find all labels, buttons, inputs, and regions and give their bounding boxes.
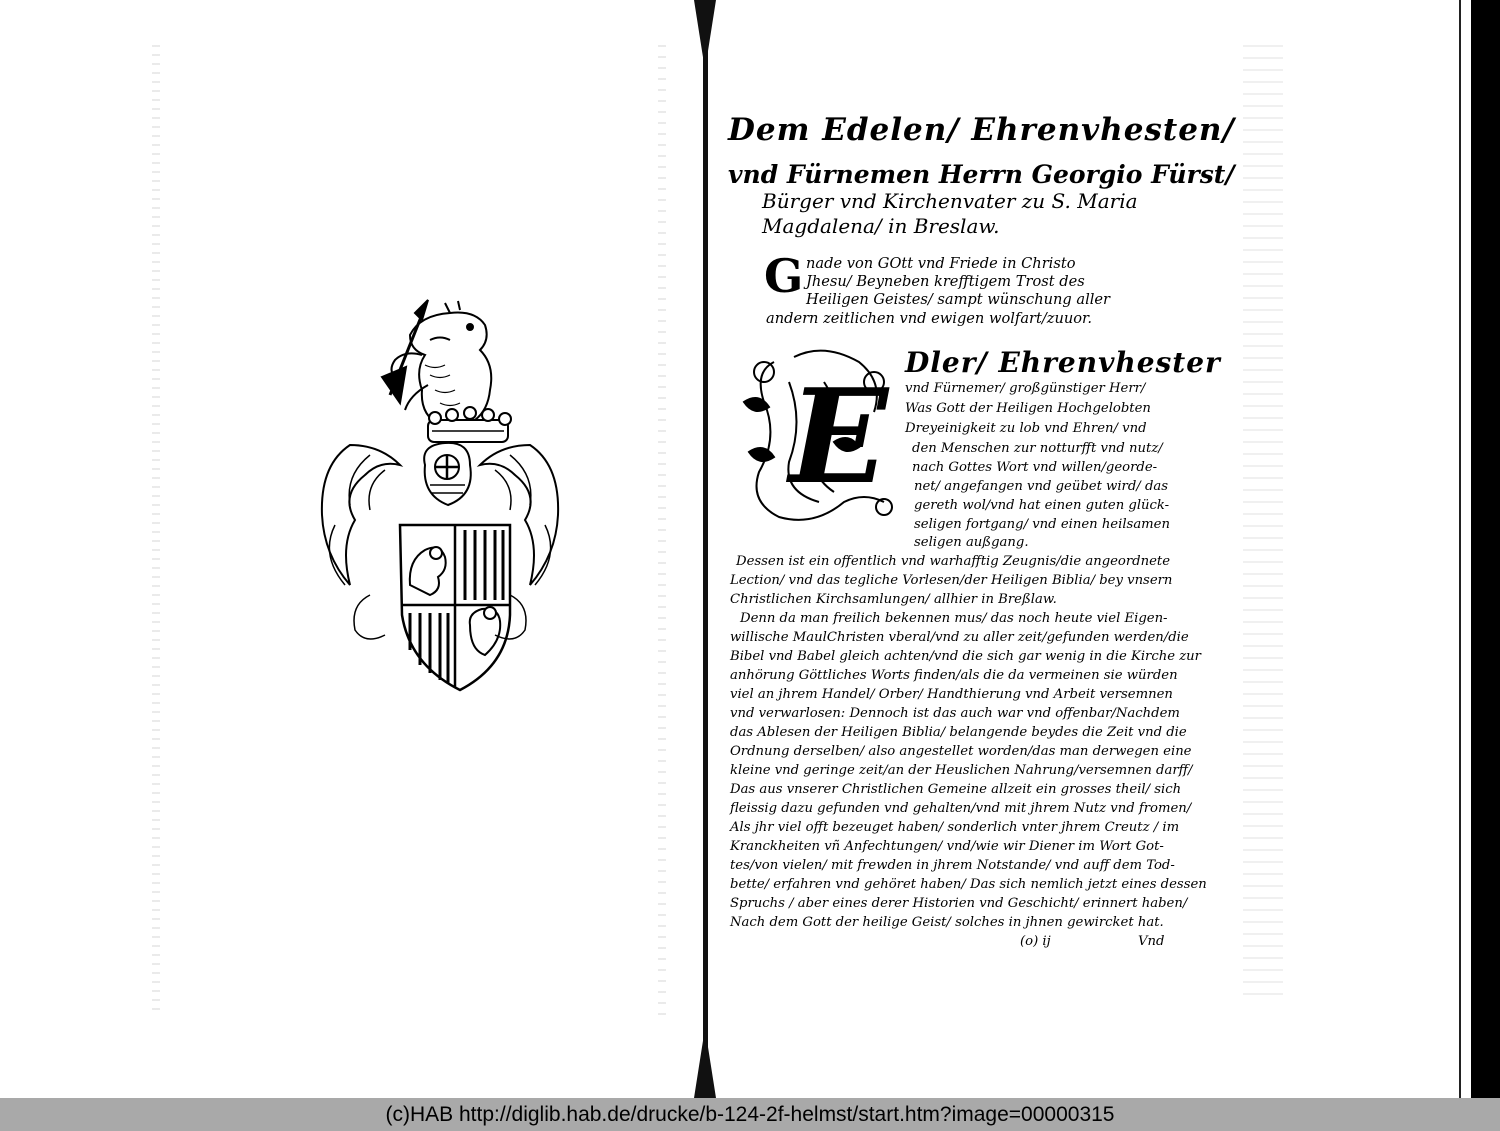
text-line: gereth wol/vnd hat einen guten glück-	[914, 498, 1170, 513]
coat-of-arms-illustration	[310, 295, 570, 695]
title-line-3: Bürger vnd Kirchenvater zu S. Maria	[762, 189, 1138, 213]
initial-letter: E	[789, 360, 889, 513]
text-line: Nach dem Gott der heilige Geist/ solches in jhnen gewircket hat.	[730, 915, 1164, 930]
footer-source-url: (c)HAB http://diglib.hab.de/drucke/b-124-2f-helmst/start.htm?image=00000315	[385, 1103, 1115, 1126]
text-line: seligen fortgang/ vnd einen heilsamen	[914, 517, 1170, 532]
book-gutter	[703, 0, 708, 1098]
text-line: das Ablesen der Heiligen Biblia/ belangende beydes die Zeit vnd die	[730, 725, 1187, 740]
scan-noise	[152, 45, 160, 1015]
text-line: Lection/ vnd das tegliche Vorlesen/der Heiligen Biblia/ bey vnsern	[730, 573, 1173, 588]
text-line: kleine vnd geringe zeit/an der Heuslichen Nahrung/versemnen darff/	[730, 763, 1193, 778]
text-line: Ordnung derselben/ also angestellet worden/das man derwegen eine	[730, 744, 1192, 759]
greeting-line: Heiligen Geistes/ sampt wünschung aller	[806, 291, 1111, 308]
title-line-1: Dem Edelen/ Ehrenvhesten/	[728, 112, 1235, 148]
scan-noise	[1243, 45, 1283, 995]
scan-noise	[658, 45, 666, 1015]
first-word: Dler/ Ehrenvhester	[905, 346, 1221, 379]
title-line-2: vnd Fürnemen Herrn Georgio Fürst/	[728, 160, 1235, 189]
text-line: Christlichen Kirchsamlungen/ allhier in Breßlaw.	[730, 592, 1057, 607]
text-line: Dreyeinigkeit zu lob vnd Ehren/ vnd	[905, 421, 1147, 436]
text-line: seligen außgang.	[914, 535, 1029, 550]
title-line-4: Magdalena/ in Breslaw.	[762, 214, 1000, 238]
greeting-initial: G	[764, 249, 804, 303]
decorated-initial-e	[734, 342, 904, 532]
text-line: willische MaulChristen vberal/vnd zu aller zeit/gefunden werden/die	[730, 630, 1189, 645]
gutter-bottom	[694, 1028, 716, 1098]
greeting-line: andern zeitlichen vnd ewigen wolfart/zuuor.	[766, 310, 1093, 327]
text-line: Spruchs / aber eines derer Historien vnd Geschicht/ erinnert haben/	[730, 896, 1188, 911]
text-line: tes/von vielen/ mit frewden in jhrem Notstande/ vnd auff dem Tod-	[730, 858, 1175, 873]
text-line: anhörung Göttliches Worts finden/als die da vermeinen sie würden	[730, 668, 1178, 683]
text-line: Als jhr viel offt bezeuget haben/ sonderlich vnter jhrem Creutz / im	[730, 820, 1180, 835]
text-line: vnd Fürnemer/ großgünstiger Herr/	[905, 381, 1146, 396]
text-line: bette/ erfahren vnd gehöret haben/ Das sich nemlich jetzt eines dessen	[730, 877, 1207, 892]
text-line: Dessen ist ein offentlich vnd warhafftig Zeugnis/die angeordnete	[736, 554, 1171, 569]
text-line: den Menschen zur notturfft vnd nutz/	[912, 441, 1163, 456]
text-line: fleissig dazu gefunden vnd gehalten/vnd mit jhrem Nutz vnd fromen/	[730, 801, 1192, 816]
text-line: Denn da man freilich bekennen mus/ das noch heute viel Eigen-	[740, 611, 1168, 626]
scan-border	[1471, 0, 1500, 1098]
text-line: viel an jhrem Handel/ Orber/ Handthierung vnd Arbeit versemnen	[730, 687, 1173, 702]
greeting-line: Jhesu/ Beyneben krefftigem Trost des	[806, 273, 1085, 290]
text-line: Was Gott der Heiligen Hochgelobten	[905, 401, 1151, 416]
text-line: net/ angefangen vnd geübet wird/ das	[914, 479, 1169, 494]
text-line: Das aus vnserer Christlichen Gemeine allzeit ein grosses theil/ sich	[730, 782, 1182, 797]
greeting-line: nade von GOtt vnd Friede in Christo	[806, 255, 1076, 272]
text-line: Bibel vnd Babel gleich achten/vnd die sich gar wenig in die Kirche zur	[730, 649, 1201, 664]
catchword: Vnd	[1138, 934, 1165, 949]
text-line: nach Gottes Wort vnd willen/georde-	[912, 460, 1158, 475]
page-edge	[1459, 0, 1471, 1098]
signature-mark: (o) ij	[1020, 934, 1051, 949]
text-line: Kranckheiten vñ Anfechtungen/ vnd/wie wir Diener im Wort Got-	[730, 839, 1164, 854]
text-line: vnd verwarlosen: Dennoch ist das auch war vnd offenbar/Nachdem	[730, 706, 1180, 721]
